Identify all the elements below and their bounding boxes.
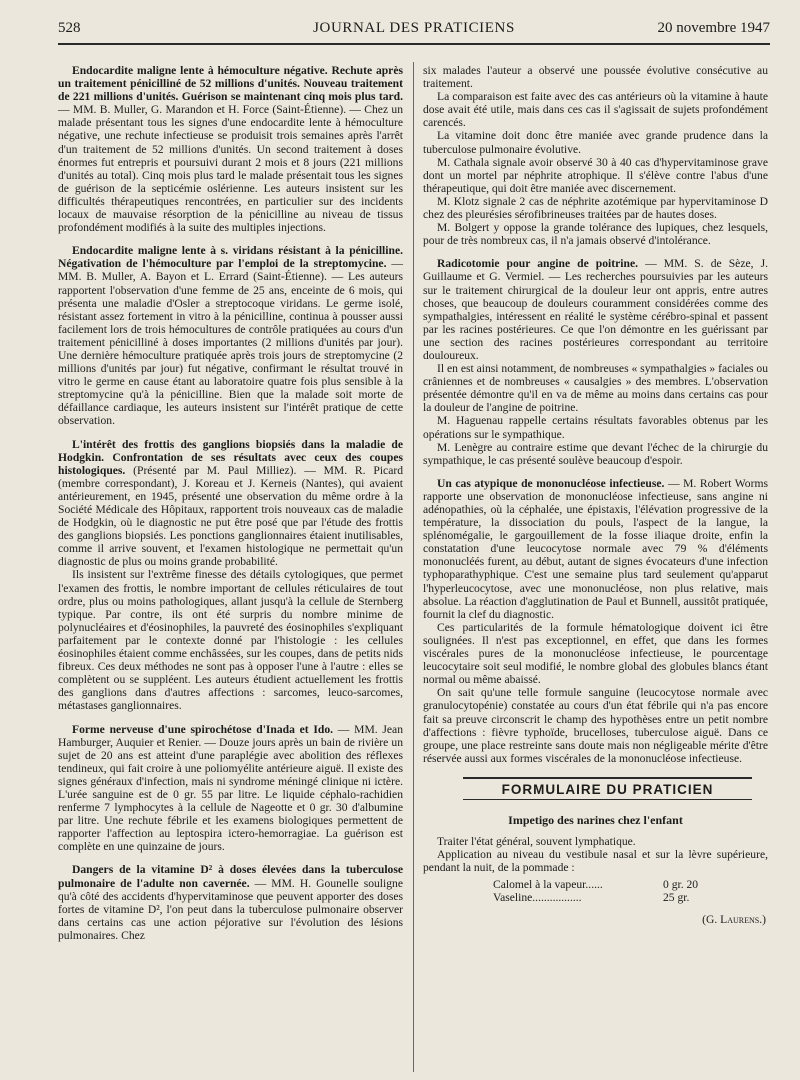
- article-spirochetose: [58, 723, 403, 854]
- article-body: — MM. Jean Hamburger, Auquier et Renier. — Douze jours après un bain de rivière un sujet de 20 ans est atteint d'une paraplégie avec abolition des réflexes tendineux, qui fait croire à une poliomyélite antérieure aiguë. Il existe des signes généraux d'infection, mais ni syndrome méningé clinique ni ictère. L'urée sanguine est de 0 gr. 55 par litre. Le liquide céphalo-rachidien renferme 7 lymphocytes à la cellule de Nageotte et 0 gr. 30 d'albumine par litre. Une rechute fébrile et les examens biologiques permettent de rapporter l'affection au leptospira ictero-hemorragiae. La guérison est complète en une quinzaine de jours.: [58, 722, 403, 854]
- article-radicotomie: [423, 257, 768, 467]
- column-divider: [413, 62, 414, 1072]
- article-body: (Présenté par M. Paul Milliez). — MM. R. Picard (membre correspondant), J. Koreau et J. Kerneis (Nantes), qui avaient antérieurement, en 1945, présenté une observation du même ordre à la Société Médicale des Hôpitaux, rapportent trois nouveaux cas de maladie de Hodgkin, où le diagnostic ne put être posé que par l'étude des frottis des ganglions biopsiés. Les ponctions ganglionnaires étaient inutilisables, comme il arrive souvent, et l'examen histologique ne permettait qu'un diagnostic de plus ou moins grande probabilité.: [58, 463, 403, 569]
- journal-title: JOURNAL DES PRATICIENS: [313, 20, 515, 36]
- formulaire-title: FORMULAIRE DU PRATICIEN: [463, 777, 752, 800]
- recipe-paragraph: Application au niveau du vestibule nasal et sur la lèvre supérieure, pendant la nuit, de la pommade :: [423, 848, 768, 875]
- article-paragraph: Ils insistent sur l'extrême finesse des détails cytologiques, que permet l'examen des frottis, le nombre important de cellules réticulaires de tout ordre, plus ou moins pathologiques, allant jusqu'à la cellule de Sternberg typique. Par contre, ils ont été surpris du nombre minime de polynucléaires et d'éosinophiles, la pauvreté des éosinophiles s'expliquant parfaitement par le contexte donné par l'histologie : les cellules éosinophiles étaient comme enchâssées, sur les coupes, dans de petits nids fibreux. Ces deux méthodes ne sont pas à opposer l'une à l'autre : elles se complètent ou se suppléent. Les auteurs étudient actuellement les frottis des ganglions dans d'autres affections : sarcomes, leuco-sarcomes, métastases ganglionnaires.: [58, 568, 403, 713]
- ingredient-row: [493, 878, 733, 891]
- right-column: [423, 64, 768, 926]
- article-paragraph: M. Klotz signale 2 cas de néphrite azotémique par hypervitaminose D chez des pleurésies sérofibrineuses traitées par de hautes doses.: [423, 194, 768, 222]
- article-heading: Forme nerveuse d'une spirochétose d'Inada et Ido.: [72, 722, 334, 736]
- page-number: 528: [58, 20, 81, 36]
- article-heading: Radicotomie pour angine de poitrine.: [437, 257, 638, 271]
- recipe-signature: (G. Laurens.): [702, 912, 766, 926]
- article-paragraph: [58, 244, 403, 427]
- article-vitamine-d2: [58, 863, 403, 942]
- article-heading: Endocardite maligne lente à s. viridans résistant à la pénicilline. Négativation de l'hémoculture par l'emploi de la streptomycine.: [58, 244, 403, 271]
- article-paragraph: La vitamine doit donc être maniée avec grande prudence dans la tuberculose pulmonaire évolutive.: [423, 129, 768, 156]
- article-paragraph: M. Bolgert y oppose la grande tolérance des lupiques, chez lesquels, pour de très nombreux cas, il n'a jamais observé d'intolérance.: [423, 221, 768, 248]
- article-heading: Endocardite maligne lente à hémoculture négative. Rechute après un traitement pénicilliné de 52 millions d'unités. Nouveau traitement de 221 millions d'unités. Guérison se maintenant cinq mois plus tard.: [58, 64, 403, 104]
- recipe-ingredients: [493, 878, 768, 904]
- ingredient-quantity: 0 gr. 20: [663, 878, 699, 892]
- article-body: — M. Robert Worms rapporte une observation de mononucléose infectieuse, sans angine ni adénopathies, où la céphalée, une épistaxis, l'élévation progressive de la température, la dissociation du pouls, l'aspect de la langue, la splénomégalie, le gargouillement de la fosse iliaque droite, enfin la constatation d'une leucocytose normale avec 79 % d'éléments mononucléés furent, au début, autant de signes évocateurs d'une infection typhoparathyphique. C'est une semaine plus tard seulement qu'apparut l'hyperleucocytose, avec une mononucléose, non plus relative, mais absolue. La réaction d'agglutination de Paul et Bunnell, aussitôt pratiquée, fournit la clef du diagnostic.: [423, 476, 768, 621]
- article-paragraph: On sait qu'une telle formule sanguine (leucocytose normale avec granulocytopénie) constatée au cours d'un état fébrile qui n'a pas encore fait sa preuve circonscrit le champ des hypothèses entre un petit nombre d'affections : fièvre typhoïde, brucelloses, tuberculose aiguë. Dans ce groupe, une place restreinte sans doute mais non négligeable mérite d'être réservée aussi aux formes viscérales de la mononucléose infectieuse.: [423, 686, 768, 765]
- article-paragraph: [58, 438, 403, 569]
- article-paragraph: [58, 64, 403, 234]
- article-endocardite-viridans: [58, 244, 403, 427]
- ingredient-name: Vaseline.................: [493, 891, 582, 905]
- article-mononucleose: [423, 477, 768, 765]
- recipe-title: Impetigo des narines chez l'enfant: [508, 812, 683, 827]
- recipe-paragraph: Traiter l'état général, souvent lymphatique.: [437, 835, 636, 849]
- article-paragraph: [423, 477, 768, 621]
- article-heading: L'intérêt des frottis des ganglions biopsiés dans la maladie de Hodgkin. Confrontation de ses résultats avec ceux des coupes histologiques.: [58, 437, 403, 477]
- article-paragraph: M. Lenègre au contraire estime que devant l'échec de la chirurgie du sympathique, le cas présenté soulève beaucoup d'espoir.: [423, 440, 768, 467]
- article-paragraph: six malades l'auteur a observé une poussée évolutive consécutive au traitement.: [423, 64, 768, 91]
- article-paragraph: M. Haguenau rappelle certains résultats favorables obtenus par les opérations sur le sympathique.: [423, 414, 768, 441]
- article-paragraph: M. Cathala signale avoir observé 30 à 40 cas d'hypervitaminose grave dont un mortel par néphrite atrophique. Il s'élève contre l'abus d'une thérapeutique, qui doit être maniée avec discernement.: [423, 155, 768, 195]
- article-heading: Dangers de la vitamine D² à doses élevées dans la tuberculose pulmonaire de l'adulte non cavernée.: [58, 863, 403, 890]
- ingredient-quantity: 25 gr.: [663, 891, 690, 905]
- article-body: — MM. H. Gounelle souligne qu'à côté des accidents d'hypervitaminose que peuvent apporter des doses fortes de vitamine D², l'on peut dans la tuberculose pulmonaire observer dans certains cas une action péjorative sur l'évolution des lésions pulmonaires. Chez: [58, 876, 403, 942]
- article-paragraph: [423, 257, 768, 362]
- article-hodgkin-frottis: [58, 438, 403, 713]
- article-paragraph: Ces particularités de la formule hématologique doivent ici être soulignées. Il n'est pas exceptionnel, en effet, que dans les formes viscérales pures de la mononucléose infectieuse, le pourcentage leucocytaire soit seul modifié, le nombre global des globules blancs étant normal ou même abaissé.: [423, 620, 768, 687]
- article-vitamine-d2-continued: [423, 64, 768, 247]
- article-paragraph: [58, 863, 403, 942]
- left-column: [58, 64, 403, 952]
- article-body: — MM. B. Muller, A. Bayon et L. Errard (Saint-Étienne). — Les auteurs rapportent l'observation d'une femme de 25 ans, enceinte de 6 mois, qui présenta une maladie d'Osler a streptocoque viridans. Le germe isolé, résistant assez fortement in vitro à la pénicilline, continua à pousser aussi facilement lors de trois hémocultures de contrôle pratiquées au cours d'un traitement pénicilliné à doses importantes (2 millions d'unités par jour). Une dernière hémoculture pratiquée après trois jours de streptomycine (2 millions d'unités par jour) fut négative, confirmant le résultat trouvé in vitro le germe en cause étant au laboratoire quatre fois plus sensible à la streptomycine qu'à la pénicilline. Bien que la malade soit morte de défaillance cardiaque, les auteurs insistent sur l'intérêt pratique de cette observation.: [58, 257, 404, 428]
- article-body: — MM. B. Muller, G. Marandon et H. Force (Saint-Étienne). — Chez un malade présentant tous les signes d'une endocardite lente à hémoculture négative, une rechute infectieuse se produisit trois semaines après l'arrêt d'un traitement de 52 millions d'unités. Un second traitement à doses énormes fut entrepris et poursuivi durant 2 mois et 8 jours (221 millions d'unités au total). Cinq mois plus tard le malade présentait tous les signes de guérison de la septicémie oslérienne. Les auteurs insistent sur les difficultés thérapeutiques rencontrées, en particulier sur des incidents locaux de mauvaise résorption de la pénicilline au niveau de tissus profondément modifiés à la suite des multiples injections.: [58, 103, 403, 235]
- page-header: [58, 18, 770, 40]
- header-rule: [58, 43, 770, 45]
- article-body: — MM. S. de Sèze, J. Guillaume et G. Vermiel. — Les recherches poursuivies par les auteurs sur le traitement chirurgical de la douleur leur ont appris, entre autres choses, que beaucoup de douleurs couramment considérées comme des sympathalgies, intéressent en réalité le système cérébro-spinal et passent par les racines postérieures. Ce que l'on démontre en les guérissant par une section des racines postérieures correspondant au territoire douloureux.: [423, 257, 768, 362]
- article-heading: Un cas atypique de mononucléose infectieuse.: [437, 476, 665, 490]
- article-paragraph: Il en est ainsi notamment, de nombreuses « sympathalgies » faciales ou crâniennes et de nombreuses « causalgies » des membres. L'observation présentée démontre qu'il en va de même au moins dans certains cas pour la douleur de l'angine de poitrine.: [423, 362, 768, 415]
- issue-date: 20 novembre 1947: [657, 20, 770, 36]
- article-paragraph: [58, 723, 403, 854]
- article-paragraph: La comparaison est faite avec des cas antérieurs où la vitamine à haute dose avait été utile, mais dans ces cas il s'agissait de sujets profondément carencés.: [423, 90, 768, 130]
- article-endocardite-hemoculture: [58, 64, 403, 234]
- ingredient-row: [493, 891, 733, 904]
- ingredient-name: Calomel à la vapeur......: [493, 878, 603, 892]
